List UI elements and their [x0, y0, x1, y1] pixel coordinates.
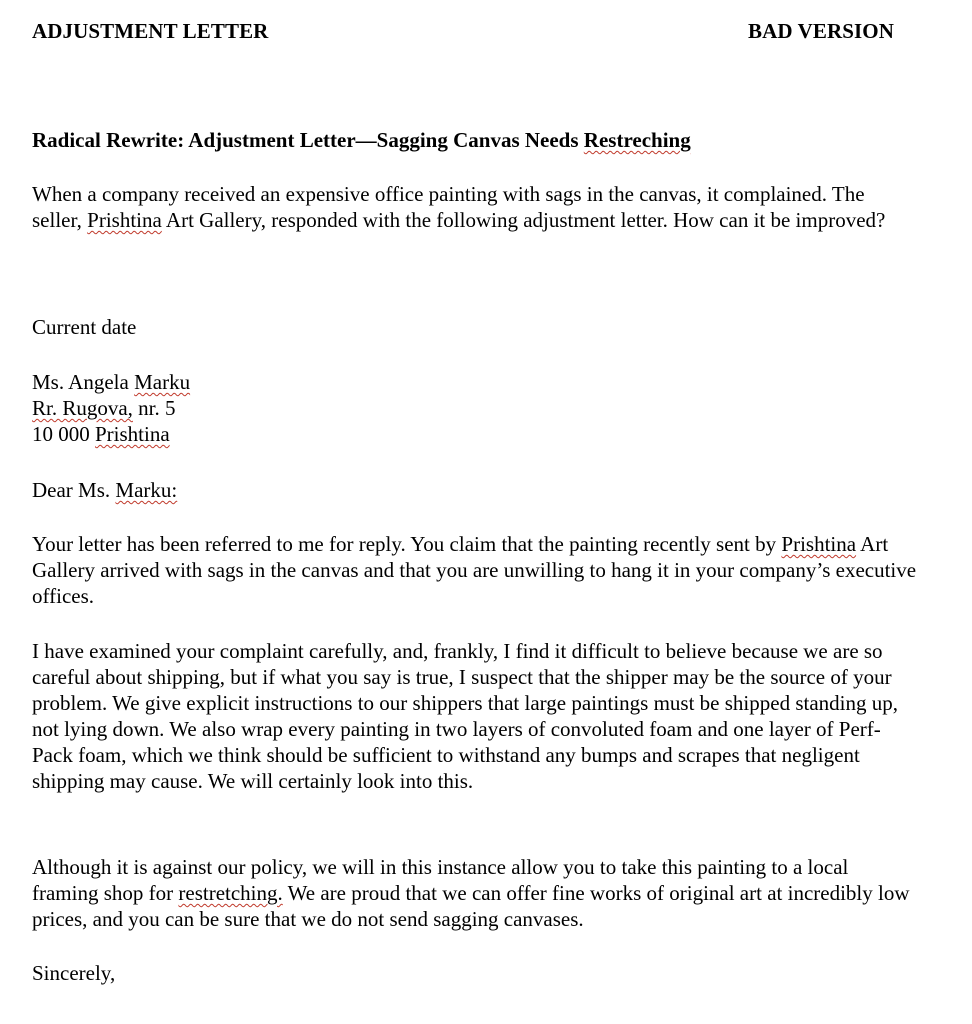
recipient-name-prefix: Ms. Angela [32, 370, 135, 394]
recipient-street-flagged: Rr. Rugova, [32, 396, 133, 420]
letter-date [32, 314, 917, 340]
para1-text-1: Your letter has been referred to me for reply. You claim that the painting recently sent by [32, 532, 782, 556]
intro-flagged-name: Prishtina [87, 208, 162, 232]
header-left-label: ADJUSTMENT LETTER [32, 19, 269, 43]
title-flagged-word: Restreching [583, 128, 691, 152]
salutation-prefix: Dear Ms. [32, 478, 116, 502]
para1-flagged: Prishtina [781, 532, 857, 556]
letter-closing [32, 960, 917, 986]
salutation-flagged: Marku: [115, 478, 178, 502]
para3-flagged: restretching. [178, 881, 283, 905]
para1-text-2: Art Gallery arrived with sags in the canvas and that you are unwilling to hang it in your company’s executive offices. [32, 532, 917, 608]
title-text: Radical Rewrite: Adjustment Letter—Sagging Canvas Needs [32, 128, 584, 152]
recipient-city-prefix: 10 000 [32, 422, 95, 446]
closing-text: Sincerely, [32, 961, 116, 985]
letter-paragraph-1 [32, 531, 917, 609]
document-title [32, 126, 691, 154]
letter-paragraph-2 [32, 638, 917, 794]
recipient-name-flagged: Marku [134, 370, 191, 394]
para3-text-1: Although it is against our policy, we will in this instance allow you to take this painting to a local framing shop for [32, 855, 849, 905]
intro-text-1: When a company received an expensive office painting with sags in the canvas, it complained. The seller, [32, 182, 865, 232]
date-text: Current date [32, 315, 137, 339]
para2-text: I have examined your complaint carefully, and, frankly, I find it difficult to believe because we are so careful about shipping, but if what you say is true, I suspect that the shipper may be the source of your problem. We give explicit instructions to our shippers that large paintings must be shipped standing up, not lying down. We also wrap every painting in two layers of convoluted foam and one layer of Perf-Pack foam, which we think should be sufficient to withstand any bumps and scrapes that negligent shipping may cause. We will certainly look into this. [32, 639, 898, 793]
intro-paragraph [32, 181, 917, 233]
salutation [32, 477, 917, 503]
intro-text-2: Art Gallery, responded with the following adjustment letter. How can it be improved? [161, 208, 886, 232]
para3-text-2: We are proud that we can offer fine works of original art at incredibly low prices, and you can be sure that we do not send sagging canvases. [32, 881, 910, 931]
recipient-street-rest: nr. 5 [132, 396, 176, 420]
recipient-city-flagged: Prishtina [95, 422, 170, 446]
letter-paragraph-3 [32, 854, 917, 932]
recipient-address [32, 369, 917, 447]
header-right-label: BAD VERSION [748, 19, 894, 43]
